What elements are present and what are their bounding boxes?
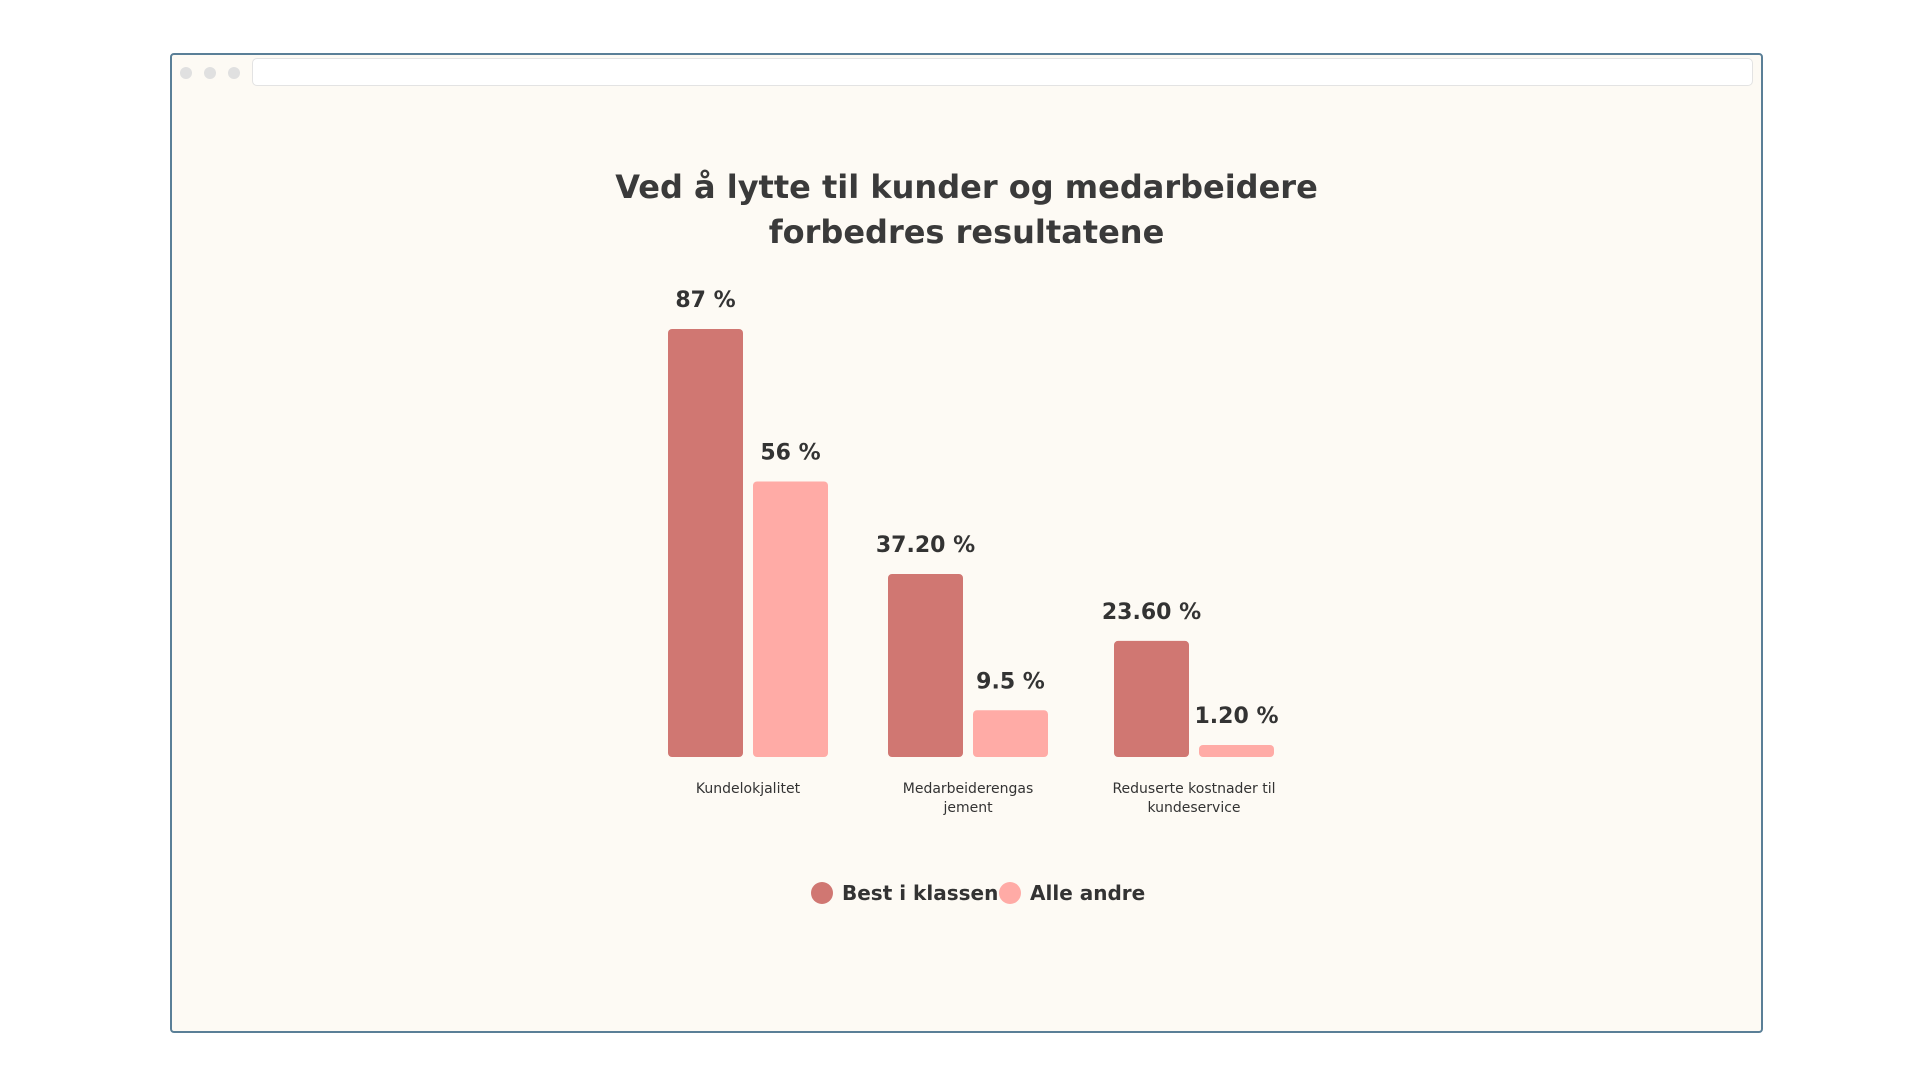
bar-value-label-1-0: 56 %	[760, 440, 821, 466]
bar-value-label-0-1: 37.20 %	[875, 532, 976, 558]
chart-title-line-2: forbedres resultatene	[768, 213, 1165, 251]
bar-others-1	[973, 710, 1048, 757]
bar-others-0	[753, 482, 828, 757]
bar-best-0	[668, 329, 743, 757]
category-label-2-0: Reduserte kostnader til	[1112, 781, 1276, 797]
browser-window	[170, 53, 1763, 1033]
bar-others-2	[1199, 745, 1274, 757]
bar-value-label-1-1: 9.5 %	[976, 669, 1045, 695]
category-label-2-1: kundeservice	[1147, 800, 1241, 816]
category-label-1-1: jement	[943, 800, 993, 816]
legend-label-0: Best i klassen	[842, 881, 999, 905]
bar-best-1	[888, 574, 963, 757]
legend-label-1: Alle andre	[1030, 881, 1146, 905]
bar-value-label-0-0: 87 %	[675, 288, 736, 313]
legend-swatch-0	[811, 882, 833, 904]
bar-value-label-1-2: 1.20 %	[1194, 704, 1279, 729]
bar-chart	[172, 55, 1761, 1031]
category-label-1-0: Medarbeiderengas	[902, 781, 1034, 797]
legend-swatch-1	[999, 882, 1021, 904]
bar-best-2	[1114, 641, 1189, 757]
bar-value-label-0-2: 23.60 %	[1101, 599, 1202, 625]
category-label-0-0: Kundelokjalitet	[695, 781, 801, 797]
chart-title-line-1: Ved å lytte til kunder og medarbeidere	[615, 168, 1318, 206]
